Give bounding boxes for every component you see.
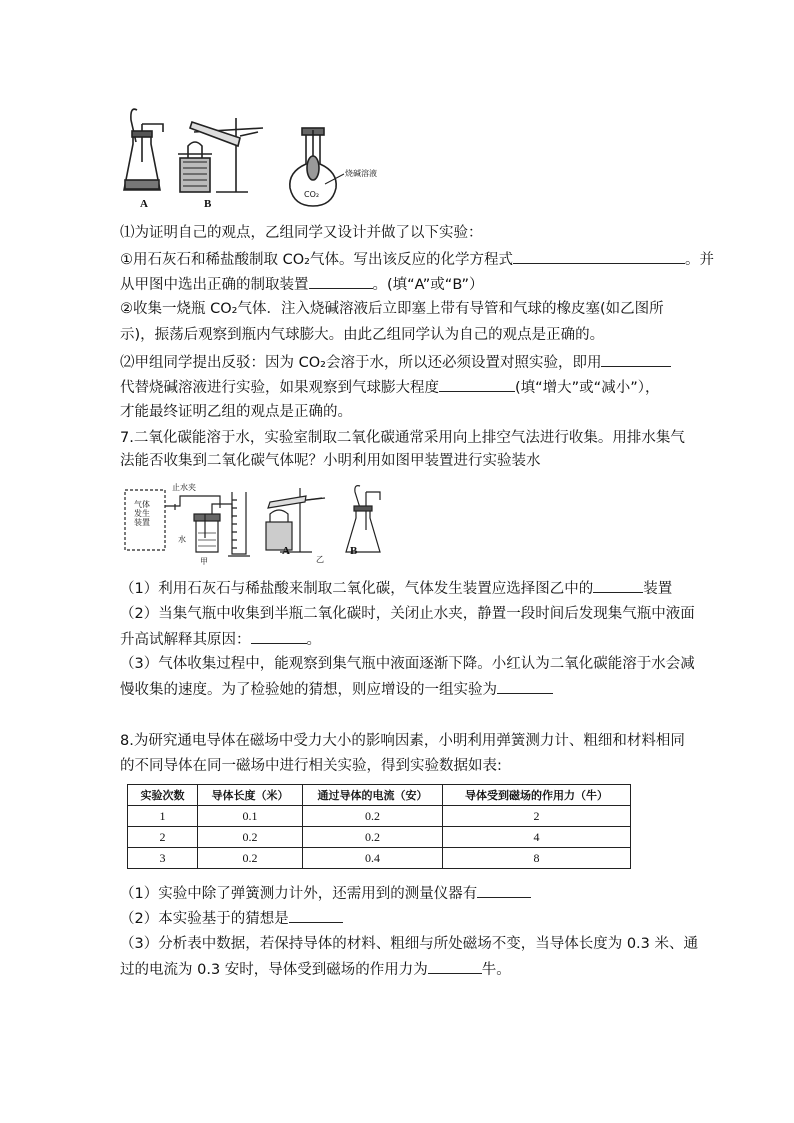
table-row	[128, 827, 631, 848]
table-header-cell: 导体长度（米）	[198, 785, 303, 806]
figure-label-a: A	[140, 198, 148, 210]
table-header-cell: 通过导体的电流（安）	[303, 785, 443, 806]
q8-part2-line	[120, 908, 343, 929]
apparatus-top-drawing	[118, 102, 388, 214]
table-cell: 4	[443, 827, 631, 848]
q6-part1-a-tail: 。并	[684, 252, 714, 268]
q7-part3-line-b	[120, 679, 553, 700]
q8-part3-b-tail: 牛。	[481, 962, 511, 978]
q6-part1-b-text: 从甲图中选出正确的制取装置	[120, 277, 309, 293]
table-cell: 0.2	[303, 827, 443, 848]
q7-part2-b-tail: 。	[306, 632, 321, 648]
answer-blank-substitute[interactable]	[601, 352, 671, 367]
table-row	[128, 848, 631, 869]
q8-part1-text: （1）实验中除了弹簧测力计外，还需用到的测量仪器有	[120, 886, 478, 902]
answer-blank-hypothesis[interactable]	[289, 908, 343, 923]
answer-blank-device[interactable]	[309, 274, 373, 289]
q6-part2-line-a: ②收集一烧瓶 CO₂气体．注入烧碱溶液后立即塞上带有导管和气球的橡皮塞(如乙图所	[120, 301, 664, 317]
q8-part2-text: （2）本实验基于的猜想是	[120, 911, 289, 927]
answer-blank-instrument[interactable]	[477, 883, 531, 898]
answer-blank-equation[interactable]	[513, 249, 685, 264]
q7-stem-line-b: 法能否收集到二氧化碳气体呢？小明利用如图甲装置进行实验装水	[120, 453, 541, 469]
table-cell: 0.2	[198, 827, 303, 848]
table-header-row	[128, 785, 631, 806]
table-header-cell: 导体受到磁场的作用力（牛）	[443, 785, 631, 806]
q7-part3-line-a: （3）气体收集过程中，能观察到集气瓶中液面逐渐下降。小红认为二氧化碳能溶于水会减	[120, 656, 695, 672]
q6-part2-line-b: 示)，振荡后观察到瓶内气球膨大。由此乙组同学认为自己的观点是正确的。	[120, 327, 605, 343]
answer-blank-experiment[interactable]	[497, 679, 553, 694]
answer-blank-force[interactable]	[428, 959, 482, 974]
table-cell: 2	[128, 827, 198, 848]
q7-part1-tail: 装置	[643, 581, 673, 597]
q7-part1-text: （1）利用石灰石与稀盐酸来制取二氧化碳，气体发生装置应选择图乙中的	[120, 581, 594, 597]
q6-part3-b-tail: (填“增大”或“减小”），	[515, 380, 660, 396]
answer-blank-balloon[interactable]	[439, 377, 515, 392]
q8-part1-line	[120, 883, 531, 904]
q6-part3-a-text: ⑵甲组同学提出反驳：因为 CO₂会溶于水，所以还必须设置对照实验，即用	[120, 355, 602, 371]
q6-part3-line-b	[120, 377, 659, 398]
figure-q7-label-b: B	[350, 545, 358, 557]
generator-box-text: 气体 发生 装置	[134, 500, 150, 527]
water-label: 水	[178, 535, 186, 544]
figure-q7-label-a: A	[282, 545, 290, 557]
q6-part3-line-c: 才能最终证明乙组的观点是正确的。	[120, 404, 352, 420]
table-cell: 0.4	[303, 848, 443, 869]
q7-part1-line	[120, 578, 672, 599]
q7-part2-b-text: 升高试解释其原因：	[120, 632, 251, 648]
table-cell: 2	[443, 806, 631, 827]
q8-stem-line-a: 8.为研究通电导体在磁场中受力大小的影响因素，小明利用弹簧测力计、粗细和材料相同	[120, 733, 685, 749]
figure-apparatus-top	[118, 102, 388, 214]
table-header-cell: 实验次数	[128, 785, 198, 806]
q6-part1-intro: ⑴为证明自己的观点，乙组同学又设计并做了以下实验：	[120, 225, 483, 241]
table-cell: 0.2	[303, 806, 443, 827]
q8-stem-line-b: 的不同导体在同一磁场中进行相关实验，得到实验数据如表:	[120, 758, 502, 774]
table-cell: 1	[128, 806, 198, 827]
q6-part1-line-a	[120, 249, 714, 270]
q6-part1-a-text: ①用石灰石和稀盐酸制取 CO₂气体。写出该反应的化学方程式	[120, 252, 513, 268]
q8-part3-b-text: 过的电流为 0.3 安时，导体受到磁场的作用力为	[120, 962, 428, 978]
q7-part2-line-b	[120, 629, 321, 650]
figure-jia-label: 甲	[200, 557, 208, 566]
q7-stem-line-a: 7.二氧化碳能溶于水，实验室制取二氧化碳通常采用向上排空气法进行收集。用排水集气	[120, 430, 685, 446]
figure-apparatus-q7	[120, 478, 390, 566]
answer-blank-generator[interactable]	[593, 578, 643, 593]
data-table	[127, 784, 631, 869]
q7-part3-b-text: 慢收集的速度。为了检验她的猜想，则应增设的一组实验为	[120, 682, 497, 698]
table-cell: 3	[128, 848, 198, 869]
table-cell: 8	[443, 848, 631, 869]
q7-part2-line-a: （2）当集气瓶中收集到半瓶二氧化碳时，关闭止水夹，静置一段时间后发现集气瓶中液面	[120, 606, 695, 622]
figure-label-b: B	[204, 198, 212, 210]
q6-part1-b-tail: 。(填“A”或“B”）	[372, 277, 484, 293]
co2-label: CO₂	[304, 190, 320, 199]
table-row	[128, 806, 631, 827]
water-clamp-label: 止水夹	[172, 483, 196, 492]
q6-part3-b-text: 代替烧碱溶液进行实验，如果观察到气球膨大程度	[120, 380, 439, 396]
table-cell: 0.2	[198, 848, 303, 869]
q6-part1-line-b	[120, 274, 484, 295]
flask-solution-label: 烧碱溶液	[345, 169, 377, 178]
q8-part3-line-a: （3）分析表中数据，若保持导体的材料、粗细与所处磁场不变，当导体长度为 0.3 米、通	[120, 936, 698, 952]
answer-blank-reason[interactable]	[251, 629, 307, 644]
q8-part3-line-b	[120, 959, 511, 980]
figure-yi-label: 乙	[316, 555, 324, 564]
q6-part3-line-a	[120, 352, 671, 373]
table-cell: 0.1	[198, 806, 303, 827]
